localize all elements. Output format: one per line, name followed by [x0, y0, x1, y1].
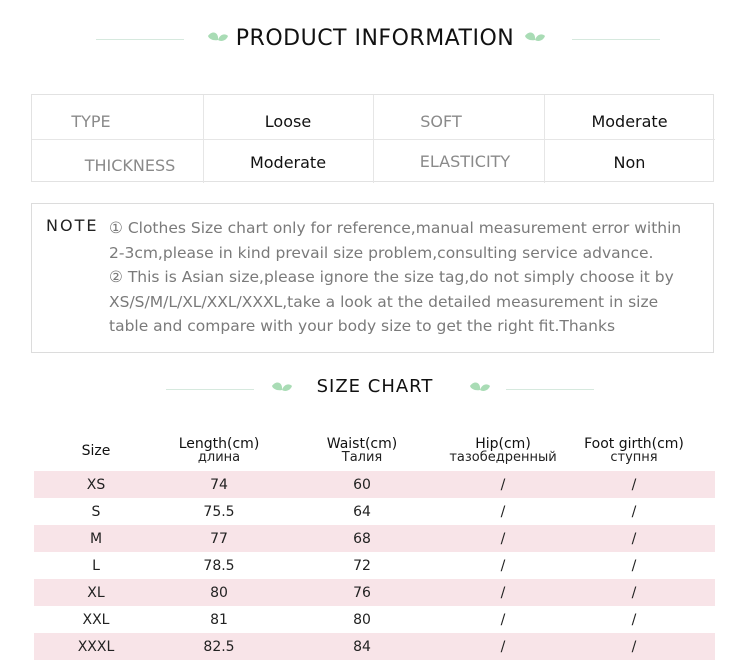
soft-value: Moderate	[591, 111, 668, 131]
table-row	[34, 606, 715, 633]
note-label: NOTE	[46, 216, 99, 235]
cell-size: M	[89, 530, 103, 547]
header-foot-unit: (cm)	[651, 436, 684, 452]
cell-hip: /	[500, 611, 506, 628]
section-title: SIZE CHART	[316, 376, 434, 397]
header-waist-ru: Талия	[341, 450, 383, 465]
table-row	[34, 633, 715, 660]
cell-size: XL	[87, 584, 105, 601]
cell-length: 80	[210, 584, 228, 601]
cell-length: 77	[210, 530, 228, 547]
divider-line-right	[506, 389, 594, 390]
column-header-length	[169, 431, 269, 471]
cell-hip: /	[500, 557, 506, 574]
cell-length: 74	[210, 476, 228, 493]
type-label: TYPE	[71, 111, 111, 131]
note-box	[31, 203, 714, 353]
leaf-icon	[468, 378, 492, 398]
table-row	[34, 498, 715, 525]
cell-hip: /	[500, 503, 506, 520]
size-chart-header	[0, 372, 750, 406]
type-value: Loose	[264, 111, 312, 131]
header-length-unit: (cm)	[227, 436, 260, 452]
elasticity-label: ELASTICITY	[419, 151, 511, 171]
header-length-label: Length	[178, 436, 228, 452]
column-header-waist	[312, 431, 412, 471]
cell-waist: 68	[353, 530, 371, 547]
header-waist-title	[327, 437, 397, 451]
thickness-value: Moderate	[249, 152, 327, 172]
header-waist-unit: (cm)	[364, 436, 398, 452]
cell-waist: 64	[353, 503, 371, 520]
cell-size: L	[92, 557, 100, 574]
cell-foot-girth: /	[631, 638, 637, 655]
cell-hip: /	[500, 584, 506, 601]
header-foot-ru: ступня	[610, 450, 658, 465]
divider-line-right	[572, 39, 660, 40]
cell-foot-girth: /	[631, 476, 637, 493]
table-header-row	[34, 431, 715, 471]
cell-waist: 60	[353, 476, 371, 493]
header-length-title	[179, 437, 260, 451]
cell-hip: /	[500, 638, 506, 655]
header-hip-unit: (cm)	[498, 436, 531, 452]
size-chart-table	[34, 431, 715, 660]
cell-hip: /	[500, 530, 506, 547]
header-foot-title	[584, 437, 684, 451]
elasticity-value: Non	[613, 152, 646, 172]
cell-length: 82.5	[203, 638, 235, 655]
note-item-2: ② This is Asian size,please ignore the size tag,do not simply choose it by XS/S/M/L/XL/XXL/XXXL,take a look at the detailed measurement in size table and compare with your body size to get the right fit.Thanks	[109, 268, 674, 335]
product-info-table	[31, 94, 714, 182]
table-row	[34, 552, 715, 579]
table-row	[34, 525, 715, 552]
cell-waist: 76	[353, 584, 371, 601]
header-length-ru: длина	[197, 450, 241, 465]
cell-foot-girth: /	[631, 584, 637, 601]
cell-foot-girth: /	[631, 557, 637, 574]
header-hip-ru: тазобедренный	[449, 450, 557, 465]
header-hip-label: Hip	[475, 436, 499, 452]
page-title: PRODUCT INFORMATION	[235, 26, 515, 51]
leaf-icon	[523, 28, 547, 48]
product-info-header	[0, 22, 750, 56]
column-header-size	[64, 431, 128, 471]
header-size-label: Size	[81, 443, 111, 459]
cell-waist: 72	[353, 557, 371, 574]
cell-size: S	[91, 503, 101, 520]
column-header-foot-girth	[574, 431, 694, 471]
table-row	[34, 579, 715, 606]
cell-size: XXXL	[77, 638, 115, 655]
cell-foot-girth: /	[631, 503, 637, 520]
header-foot-label: Foot girth	[584, 436, 652, 452]
soft-label: SOFT	[420, 111, 462, 131]
cell-foot-girth: /	[631, 611, 637, 628]
cell-size: XXL	[82, 611, 110, 628]
cell-length: 81	[210, 611, 228, 628]
note-item-1: ① Clothes Size chart only for reference,manual measurement error within 2-3cm,please in kind prevail size problem,consulting service advance.	[109, 219, 682, 262]
header-waist-label: Waist	[326, 436, 365, 452]
note-text	[109, 216, 701, 339]
cell-waist: 84	[353, 638, 371, 655]
cell-foot-girth: /	[631, 530, 637, 547]
cell-size: XS	[86, 476, 106, 493]
header-hip-title	[475, 437, 531, 451]
cell-waist: 80	[353, 611, 371, 628]
column-header-hip	[440, 431, 566, 471]
cell-length: 75.5	[203, 503, 235, 520]
table-row	[34, 471, 715, 498]
thickness-label: THICKNESS	[84, 155, 176, 175]
cell-length: 78.5	[203, 557, 235, 574]
cell-hip: /	[500, 476, 506, 493]
